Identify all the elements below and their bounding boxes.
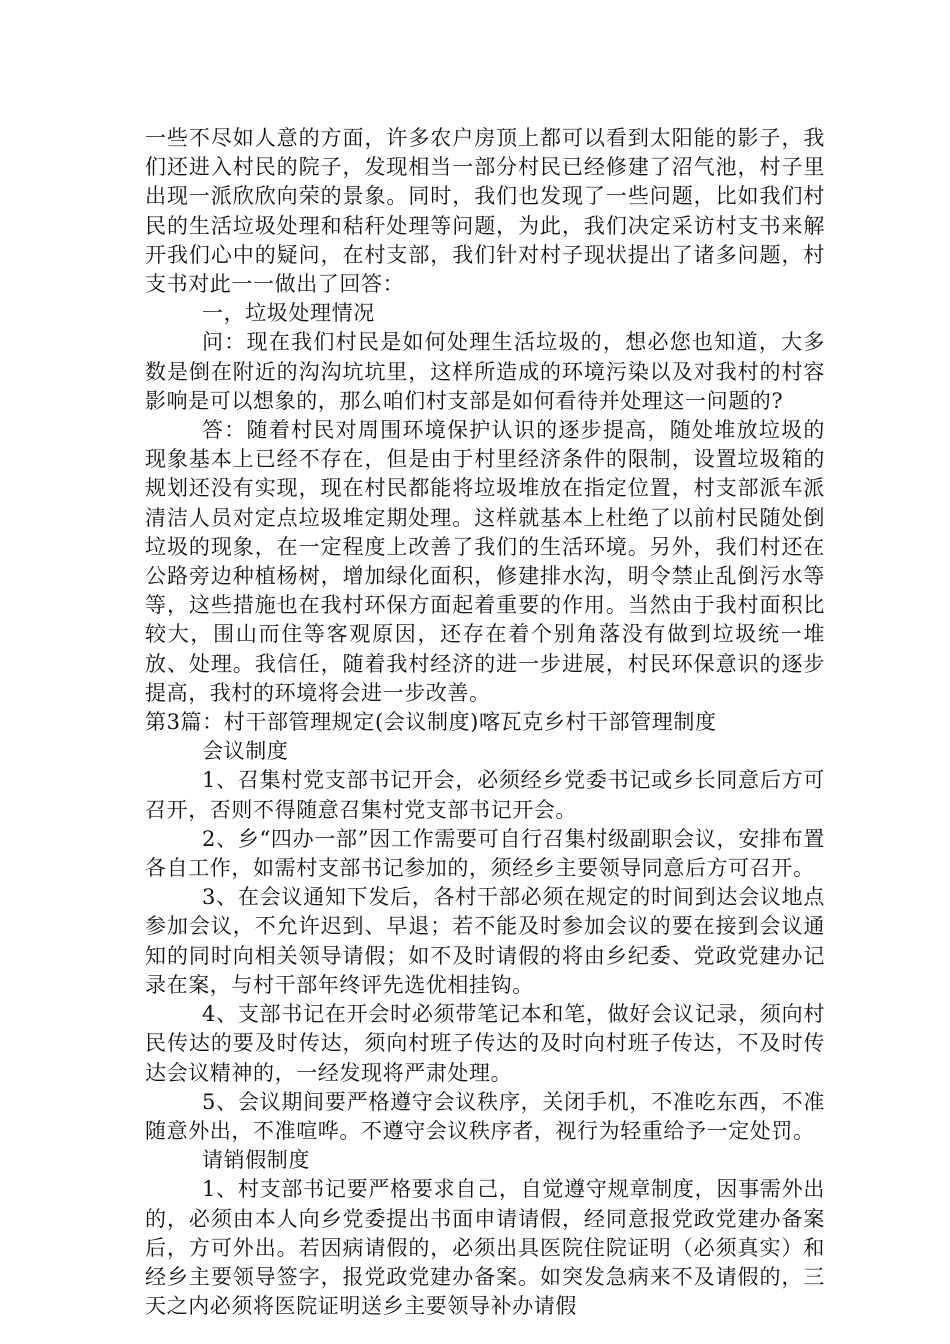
paragraph-village-visit: 一些不尽如人意的方面，许多农户房顶上都可以看到太阳能的影子，我们还进入村民的院子，发现相当一部分村民已经修建了沼气池，村子里出现一派欣欣向荣的景象。同时，我们也发现了一些问题，比如我们村民的生活垃圾处理和秸秆处理等问题，为此，我们决定采访村支书来解开我们心中的疑问，在村支部，我们针对村子现状提出了诸多问题，村支书对此一一做出了回答：	[145, 126, 825, 297]
section-title-article-3: 第3篇：村干部管理规定(会议制度)喀瓦克乡村干部管理制度	[145, 710, 717, 735]
meeting-rule-3: 3、在会议通知下发后，各村干部必须在规定的时间到达会议地点参加会议，不允许迟到、早退；若不能及时参加会议的要在接到会议通知的同时向相关领导请假；如不及时请假的将由乡纪委、党政党建办记录在案，与村干部年终评先选优相挂钩。	[145, 885, 825, 997]
leave-rule-1: 1、村支部书记要严格要求自己，自觉遵守规章制度，因事需外出的，必须由本人向乡党委提出书面申请请假，经同意报党政党建办备案后，方可外出。若因病请假的，必须出具医院住院证明（必须真实）和经乡主要领导签字，报党政党建办备案。如突发急病来不及请假的，三天之内必须将医院证明送乡主要领导补办请假	[145, 1177, 825, 1319]
paragraph-answer: 答：随着村民对周围环境保护认识的逐步提高，随处堆放垃圾的现象基本上已经不存在，但是由于村里经济条件的限制，设置垃圾箱的规划还没有实现，现在村民都能将垃圾堆放在指定位置，村支部派车派清洁人员对定点垃圾堆定期处理。这样就基本上杜绝了以前村民随处倒垃圾的现象，在一定程度上改善了我们的生活环境。另外，我们村还在公路旁边种植杨树，增加绿化面积，修建排水沟，明令禁止乱倒污水等等，这些措施也在我村环保方面起着重要的作用。当然由于我村面积比较大，围山而住等客观原因，还存在着个别角落没有做到垃圾统一堆放、处理。我信任，随着我村经济的进一步进展，村民环保意识的逐步提高，我村的环境将会进一步改善。	[145, 418, 825, 705]
meeting-rule-5: 5、会议期间要严格遵守会议秩序，关闭手机，不准吃东西，不准随意外出，不准喧哗。不遵守会议秩序者，视行为轻重给予一定处罚。	[145, 1089, 825, 1143]
heading-garbage-handling: 一，垃圾处理情况	[202, 301, 375, 326]
heading-leave-system: 请销假制度	[202, 1148, 310, 1173]
paragraph-question: 问：现在我们村民是如何处理生活垃圾的，想必您也知道，大多数是倒在附近的沟沟坑坑里，这样所造成的环境污染以及对我村的村容影响是可以想象的，那么咱们村支部是如何看待并处理这一问题的?	[145, 330, 825, 413]
heading-meeting-system: 会议制度	[202, 739, 289, 764]
document-page	[145, 124, 825, 1321]
meeting-rule-4: 4、支部书记在开会时必须带笔记本和笔，做好会议记录，须向村民传达的要及时传达，须向村班子传达的及时向村班子传达，不及时传达会议精神的，一经发现将严肃处理。	[145, 1002, 825, 1085]
meeting-rule-1: 1、召集村党支部书记开会，必须经乡党委书记或乡长同意后方可召开，否则不得随意召集村党支部书记开会。	[145, 768, 825, 822]
meeting-rule-2: 2、乡“四办一部”因工作需要可自行召集村级副职会议，安排布置各自工作，如需村支部书记参加的，须经乡主要领导同意后方可召开。	[145, 826, 825, 881]
